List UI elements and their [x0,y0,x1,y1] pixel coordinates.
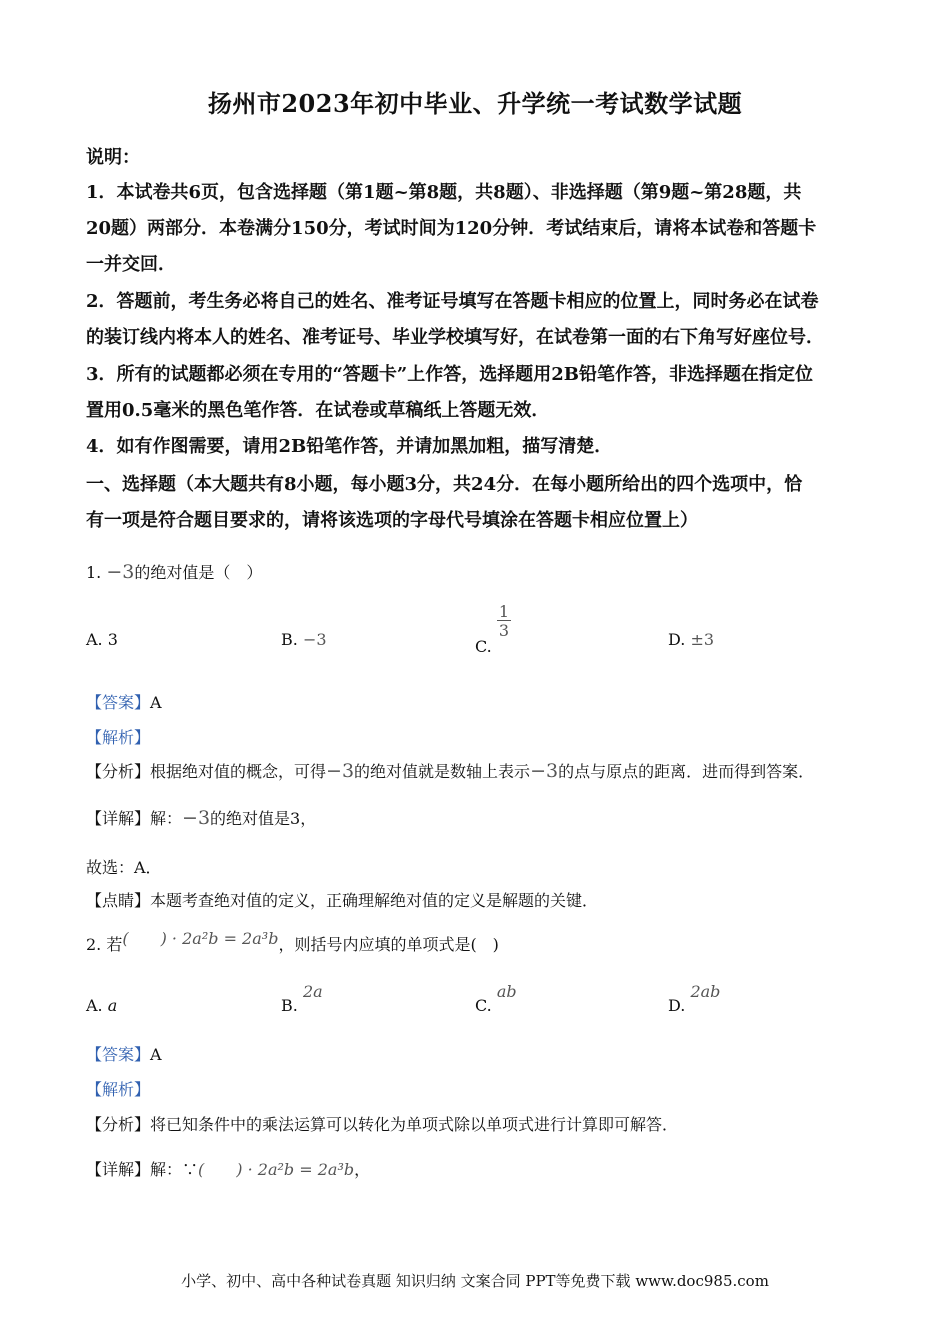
answer-value: A [150,693,162,712]
option-c: C. ab [475,982,517,1015]
key-point: 【点睛】本题考查绝对值的定义，正确理解绝对值的定义是解题的关键． [86,891,599,910]
question-text: 的绝对值是（ ） [134,563,263,582]
instruction-line: 的装订线内将本人的姓名、准考证号、毕业学校填写好，在试卷第一面的右下角写好座位号． [86,327,824,348]
question-2 [86,929,499,955]
math-expression: ( ) · 2a²b = 2a³b [122,929,279,948]
analysis-paragraph: 【分析】将已知条件中的乘法运算可以转化为单项式除以单项式进行计算即可解答． [86,1115,679,1134]
analysis-tag: 【解析】 [86,1080,151,1099]
option-d: D. 2ab [668,982,721,1015]
page-footer: 小学、初中、高中各种试卷真题 知识归纳 文案合同 PPT等免费下载 www.doc985.com [181,1272,769,1290]
instruction-line: 一并交回． [86,254,176,275]
instruction-line: 3．所有的试题都必须在专用的“答题卡”上作答，选择题用2B铅笔作答，非选择题在指定位 [86,364,813,385]
detail-paragraph: 【详解】解：∵( ) · 2a²b = 2a³b， [86,1160,371,1179]
detail-paragraph: 【详解】解：−3的绝对值是3， [86,807,317,829]
question-number: 1. [86,563,102,582]
answer-row [86,690,162,713]
instruction-line: 20题）两部分．本卷满分150分，考试时间为120分钟．考试结束后，请将本试卷和答题卡 [86,218,817,239]
option-b: B. −3 [281,630,327,649]
option-d: D. ±3 [668,630,715,649]
instruction-line: 置用0.5毫米的黑色笔作答．在试卷或草稿纸上答题无效． [86,400,550,421]
section-heading: 一、选择题（本大题共有8小题，每小题3分，共24分．在每小题所给出的四个选项中，恰 [86,474,803,495]
option-c: C. $\frac{1}{3}$ [475,602,510,656]
question-1 [86,560,262,583]
math-expression: −3 [106,561,135,583]
answer-tag: 【答案】 [86,693,151,712]
option-a: A. a [86,996,118,1015]
answer-tag: 【答案】 [86,1045,151,1064]
instruction-line: 2．答题前，考生务必将自己的姓名、准考证号填写在答题卡相应的位置上，同时务必在试卷 [86,291,819,312]
instruction-line: 1．本试卷共6页，包含选择题（第1题~第8题，共8题）、非选择题（第9题~第28题，共 [86,182,802,203]
fraction: $\frac{1}{3}$ [498,602,510,640]
option-a: A. 3 [86,630,118,649]
section-heading: 有一项是符合题目要求的，请将该选项的字母代号填涂在答题卡相应位置上） [86,510,698,531]
answer-row [86,1042,162,1065]
analysis-paragraph: 【分析】根据绝对值的概念，可得−3的绝对值就是数轴上表示−3的点与原点的距离．进而得到答案． [86,760,815,782]
answer-value: A [150,1045,162,1064]
instructions-heading: 说明： [86,147,140,168]
question-number: 2. 若 [86,935,123,954]
option-b: B. 2a [281,982,323,1015]
analysis-tag: 【解析】 [86,728,151,747]
page-title: 扬州市2023年初中毕业、升学统一考试数学试题 [207,89,743,118]
choice-line: 故选：A． [86,858,162,877]
question-text: ，则括号内应填的单项式是( ) [278,935,499,954]
instruction-line: 4．如有作图需要，请用2B铅笔作答，并请加黑加粗，描写清楚． [86,436,613,457]
